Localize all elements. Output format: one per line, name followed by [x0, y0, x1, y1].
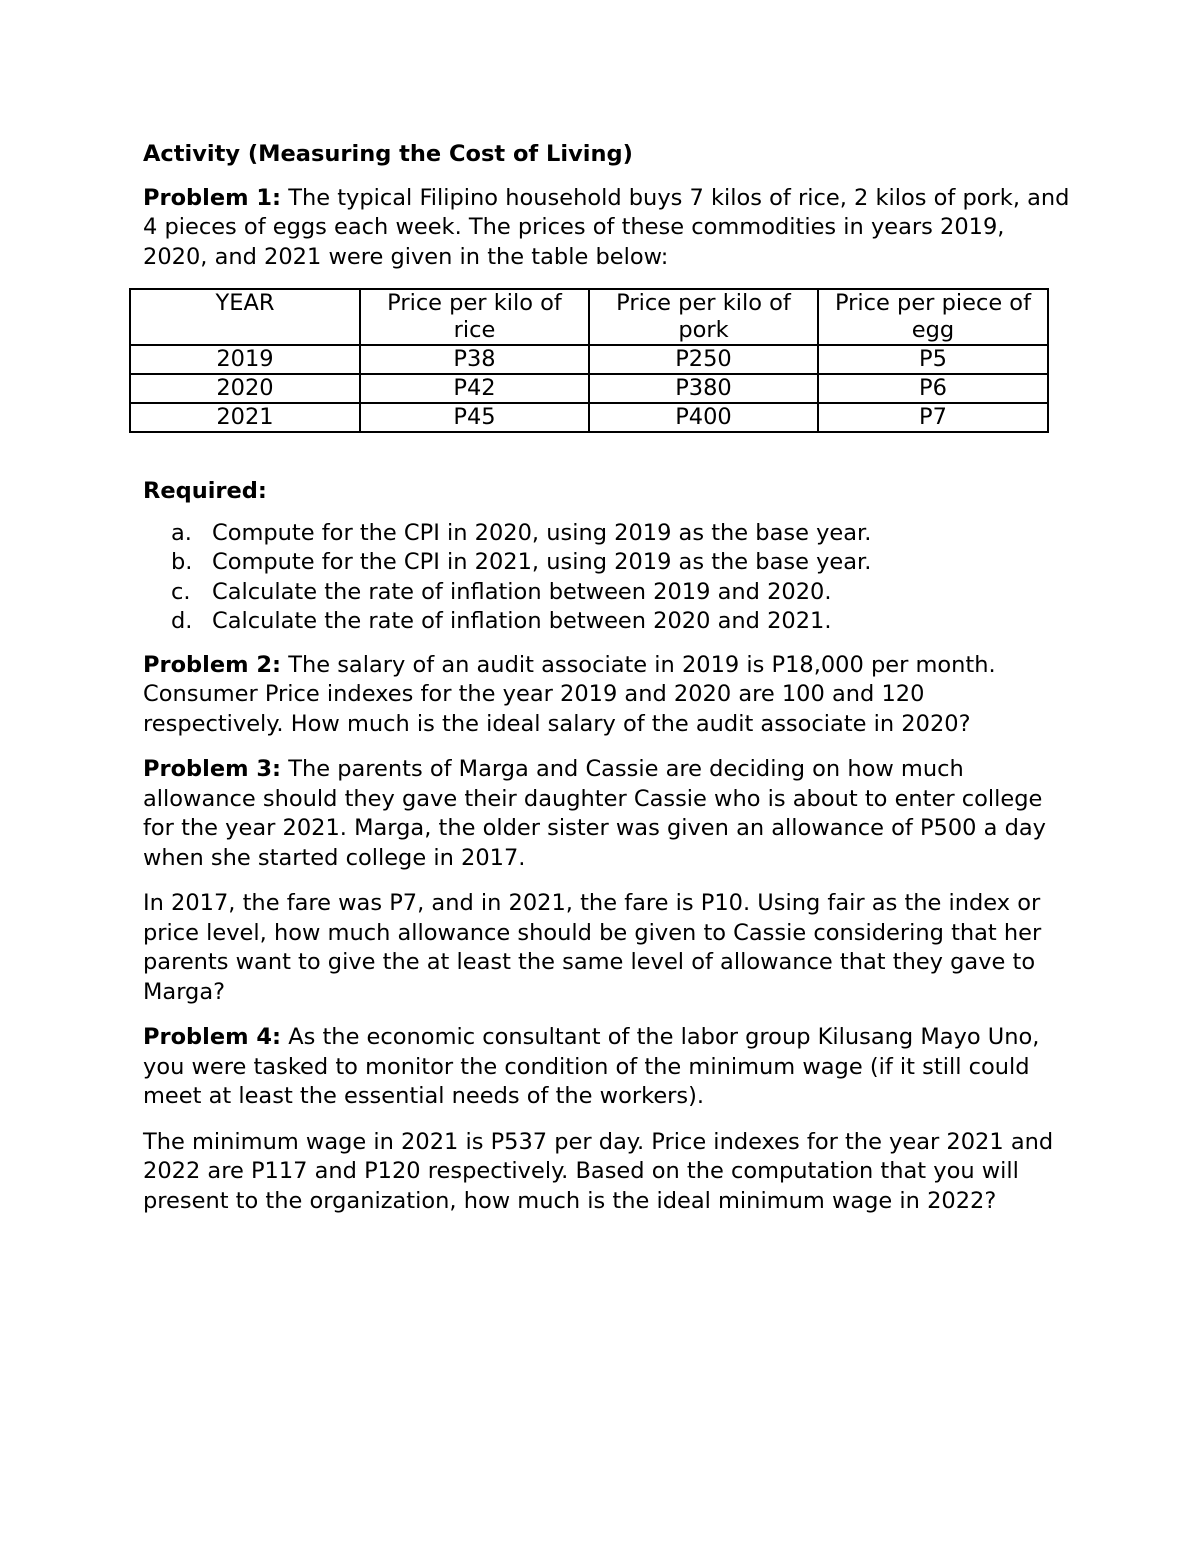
problem-4-paragraph-2: The minimum wage in 2021 is P537 per day. Price indexes for the year 2021 and 2022 are P117 and P120 respectively. Based on the computation that you will present to the organization, how much is the ideal minimum wage in 2022? [143, 1128, 1054, 1214]
table-header-cell: Price per kilo of pork [589, 289, 818, 345]
problem-4-label: Problem 4: [143, 1024, 282, 1050]
document-title: Activity (Measuring the Cost of Living) [143, 141, 633, 167]
problem-3-paragraph [143, 755, 1070, 873]
required-heading: Required: [143, 478, 267, 504]
table-header-row [130, 289, 1048, 345]
list-item-text: Compute for the CPI in 2021, using 2019 as the base year. [212, 549, 872, 575]
table-cell: 2019 [130, 345, 360, 374]
problem-2-label: Problem 2: [143, 651, 282, 678]
table-header-cell: Price per kilo of rice [360, 289, 589, 345]
problem-2-text: The salary of an audit associate in 2019 is P18,000 per month. Consumer Price indexes for the year 2019 and 2020 are 100 and 120 respectively. How much is the ideal salary of the audit associate in 2020? [143, 651, 996, 737]
list-marker: c. [171, 578, 191, 605]
table-header-cell: Price per piece of egg [818, 289, 1048, 345]
list-marker: d. [171, 608, 193, 634]
list-item [171, 607, 1070, 637]
list-item [171, 548, 1070, 578]
table-cell: 2020 [130, 374, 360, 403]
table-cell: P7 [818, 403, 1048, 432]
list-item-text: Calculate the rate of inflation between 2020 and 2021. [212, 608, 832, 634]
table-cell: P42 [360, 374, 589, 403]
table-cell: P6 [818, 374, 1048, 403]
problem-1-paragraph [143, 184, 1070, 273]
table-cell: P45 [360, 403, 589, 432]
table-cell: 2021 [130, 403, 360, 432]
list-marker: a. [171, 519, 192, 546]
problem-3-text: The parents of Marga and Cassie are deciding on how much allowance should they gave their daughter Cassie who is about to enter college for the year 2021. Marga, the older sister was given an allowance of P500 a day when she started college in 2017. [143, 756, 1046, 871]
list-item [171, 578, 1070, 608]
table-row [130, 345, 1048, 374]
table-cell: P380 [589, 374, 818, 403]
problem-1-text: The typical Filipino household buys 7 kilos of rice, 2 kilos of pork, and 4 pieces of eggs each week. The prices of these commodities in years 2019, 2020, and 2021 were given in the table below: [143, 184, 1070, 270]
required-list [143, 519, 1070, 637]
problem-2-paragraph [143, 651, 1070, 740]
table-cell: P250 [589, 345, 818, 374]
table-cell: P5 [818, 345, 1048, 374]
table-header-cell: YEAR [130, 289, 360, 345]
list-item [171, 519, 1070, 549]
price-table [129, 288, 1049, 433]
list-item-text: Compute for the CPI in 2020, using 2019 as the base year. [212, 519, 872, 546]
table-cell: P400 [589, 403, 818, 432]
problem-3-label: Problem 3: [143, 756, 282, 782]
table-cell: P38 [360, 345, 589, 374]
problem-4-paragraph [143, 1023, 1070, 1112]
problem-1-label: Problem 1: [143, 184, 282, 211]
table-row [130, 374, 1048, 403]
list-item-text: Calculate the rate of inflation between 2019 and 2020. [212, 578, 832, 605]
list-marker: b. [171, 549, 193, 575]
problem-4-text: As the economic consultant of the labor group Kilusang Mayo Uno, you were tasked to monitor the condition of the minimum wage (if it still could meet at least the essential needs of the workers). [143, 1024, 1040, 1109]
table-row [130, 403, 1048, 432]
problem-3-paragraph-2: In 2017, the fare was P7, and in 2021, the fare is P10. Using fair as the index or price level, how much allowance should be given to Cassie considering that her parents want to give the at least the same level of allowance that they gave to Marga? [143, 890, 1042, 1005]
